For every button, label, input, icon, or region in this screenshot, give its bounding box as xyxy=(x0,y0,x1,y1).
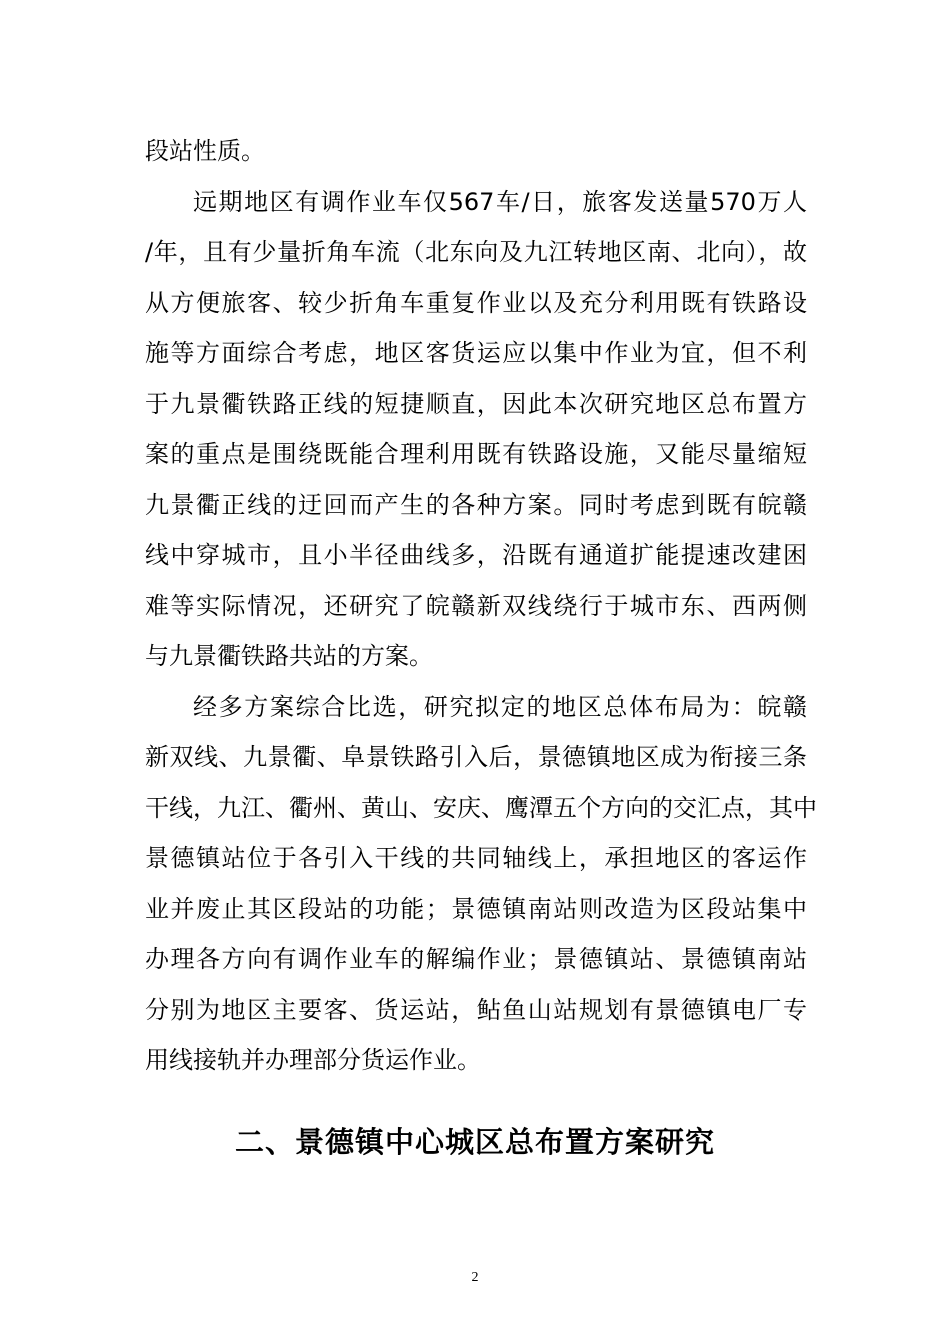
text-line: 景德镇站位于各引入干线的共同轴线上，承担地区的客运作 xyxy=(145,844,807,872)
text-line: 远期地区有调作业车仅567车/日，旅客发送量570万人 xyxy=(193,187,807,216)
text-line: 段站性质。 xyxy=(145,137,265,165)
section-heading: 二、景德镇中心城区总布置方案研究 xyxy=(234,1125,715,1159)
text-line: 施等方面综合考虑，地区客货运应以集中作业为宜，但不利 xyxy=(145,339,807,367)
body-text xyxy=(145,126,817,1086)
text-line: 干线，九江、衢州、黄山、安庆、鹰潭五个方向的交汇点，其中 xyxy=(145,793,817,822)
text-line: 分别为地区主要客、货运站，鲇鱼山站规划有景德镇电厂专 xyxy=(145,995,807,1024)
text-line: 九景衢正线的迂回而产生的各种方案。同时考虑到既有皖赣 xyxy=(145,490,807,519)
text-line: 于九景衢铁路正线的短捷顺直，因此本次研究地区总布置方 xyxy=(145,389,807,418)
text-line: 案的重点是围绕既能合理利用既有铁路设施，又能尽量缩短 xyxy=(145,440,807,468)
text-line: 从方便旅客、较少折角车重复作业以及充分利用既有铁路设 xyxy=(145,288,807,317)
page-number: 2 xyxy=(471,1270,479,1285)
text-line: 办理各方向有调作业车的解编作业；景德镇站、景德镇南站 xyxy=(145,945,807,973)
text-line: /年，且有少量折角车流（北东向及九江转地区南、北向），故 xyxy=(145,238,807,266)
text-line: 难等实际情况，还研究了皖赣新双线绕行于城市东、西两侧 xyxy=(145,591,807,620)
text-line: 线中穿城市，且小半径曲线多，沿既有通道扩能提速改建困 xyxy=(145,541,807,569)
text-line: 业并废止其区段站的功能；景德镇南站则改造为区段站集中 xyxy=(145,894,807,923)
text-line: 与九景衢铁路共站的方案。 xyxy=(145,642,433,670)
text-line: 新双线、九景衢、阜景铁路引入后，景德镇地区成为衔接三条 xyxy=(145,743,807,771)
text-line: 用线接轨并办理部分货运作业。 xyxy=(145,1046,481,1074)
text-line: 经多方案综合比选，研究拟定的地区总体布局为：皖赣 xyxy=(193,692,807,721)
